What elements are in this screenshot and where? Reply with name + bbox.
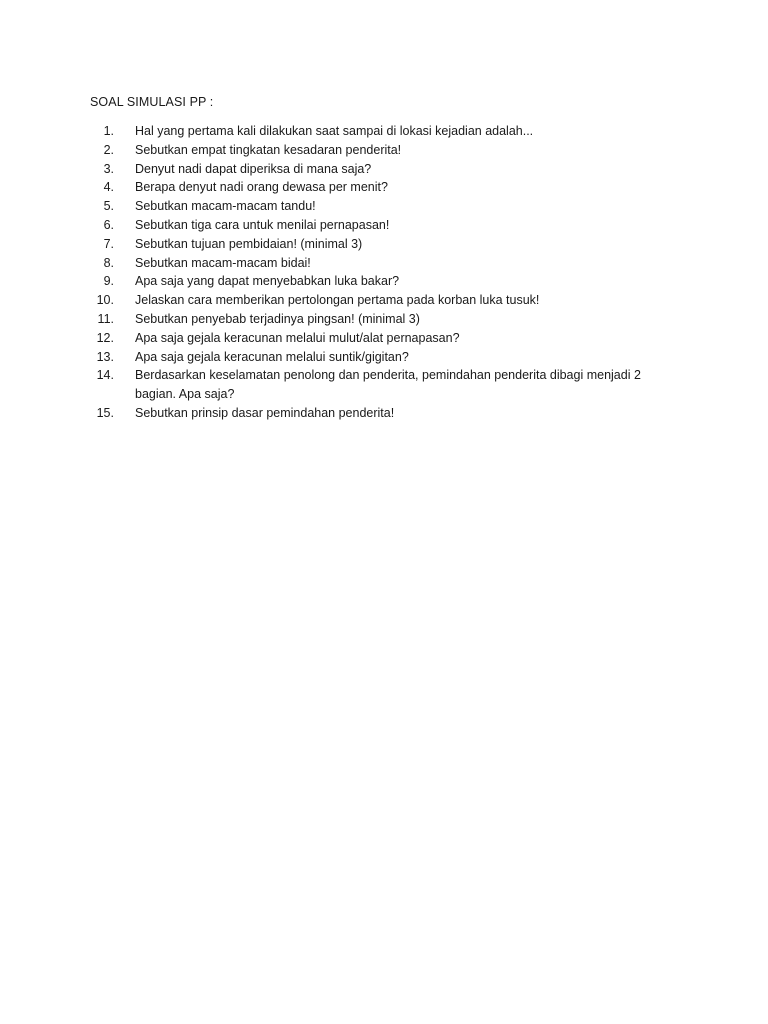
question-item — [90, 404, 690, 423]
question-number: 6. — [103, 217, 114, 232]
question-text: Sebutkan prinsip dasar pemindahan penderita! — [135, 405, 395, 420]
question-text: Sebutkan macam-macam tandu! — [135, 199, 316, 214]
question-number: 9. — [103, 274, 114, 289]
question-number: 2. — [103, 142, 114, 157]
question-number: 14. — [96, 368, 114, 383]
question-number: 10. — [96, 293, 114, 308]
question-number: 3. — [103, 161, 114, 176]
question-number: 5. — [103, 199, 114, 214]
question-text: Apa saja yang dapat menyebabkan luka bakar? — [135, 274, 400, 289]
question-text: Hal yang pertama kali dilakukan saat sampai di lokasi kejadian adalah... — [135, 124, 534, 138]
question-number: 13. — [96, 349, 114, 364]
question-item — [90, 310, 690, 329]
question-item — [90, 122, 690, 141]
question-item — [90, 254, 690, 273]
question-number: 7. — [103, 236, 114, 251]
question-text: Apa saja gejala keracunan melalui suntik/gigitan? — [135, 349, 409, 364]
question-item — [90, 291, 690, 310]
question-number: 8. — [103, 255, 114, 270]
question-text: Sebutkan penyebab terjadinya pingsan! (minimal 3) — [135, 311, 420, 326]
question-item — [90, 348, 690, 367]
question-item — [90, 197, 690, 216]
question-text: Berdasarkan keselamatan penolong dan penderita, pemindahan penderita dibagi menjadi 2 bagian. Apa saja? — [135, 368, 641, 402]
question-item — [90, 160, 690, 179]
question-item — [90, 216, 690, 235]
document-title: SOAL SIMULASI PP : — [90, 95, 214, 109]
question-list — [90, 122, 690, 423]
question-text: Sebutkan tiga cara untuk menilai pernapasan! — [135, 217, 390, 232]
question-item — [90, 141, 690, 160]
question-text: Sebutkan macam-macam bidai! — [135, 255, 311, 270]
question-number: 4. — [103, 180, 114, 195]
question-item — [90, 178, 690, 197]
question-text: Berapa denyut nadi orang dewasa per menit? — [135, 180, 388, 195]
question-number: 12. — [96, 330, 114, 345]
question-item — [90, 272, 690, 291]
question-number: 11. — [97, 311, 114, 326]
question-text: Jelaskan cara memberikan pertolongan pertama pada korban luka tusuk! — [135, 293, 540, 308]
question-item — [90, 329, 690, 348]
question-number: 1. — [103, 124, 114, 138]
question-text: Sebutkan tujuan pembidaian! (minimal 3) — [135, 236, 363, 251]
question-item — [90, 235, 690, 254]
question-text: Denyut nadi dapat diperiksa di mana saja? — [135, 161, 372, 176]
question-text: Apa saja gejala keracunan melalui mulut/alat pernapasan? — [135, 330, 460, 345]
question-text: Sebutkan empat tingkatan kesadaran penderita! — [135, 142, 402, 157]
question-number: 15. — [96, 405, 114, 420]
question-item — [90, 366, 690, 404]
